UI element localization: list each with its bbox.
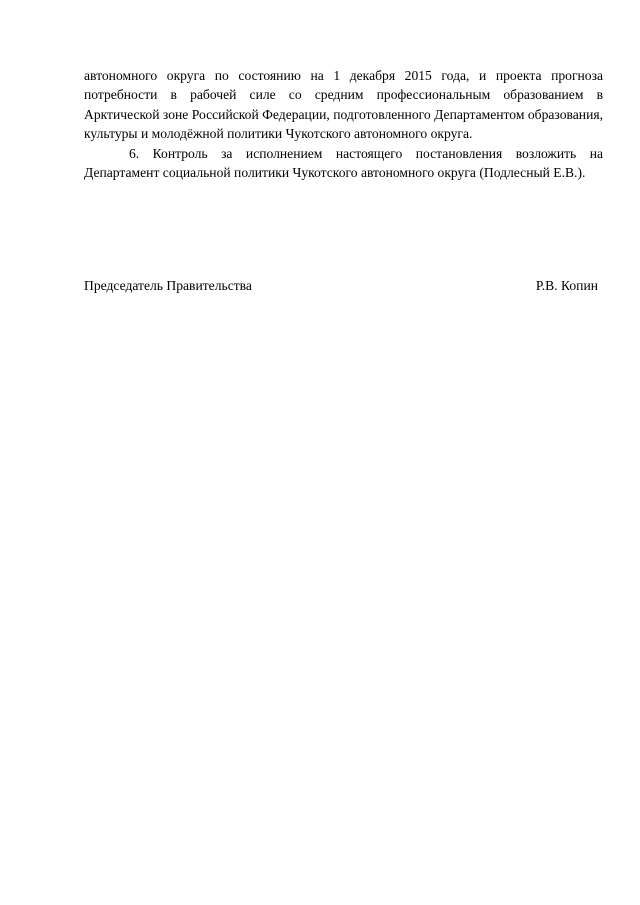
signatory-name: Р.В. Копин [535, 278, 598, 293]
document-body [84, 66, 603, 182]
paragraph-6: 6. Контроль за исполнением настоящего постановления возложить на Департамент социальной политики Чукотского автономного округа (Подлесный Е.В.). [84, 145, 603, 181]
paragraph-continued: автономного округа по состоянию на 1 декабря 2015 года, и проекта прогноза потребности в рабочей силе со средним профессиональным образованием в Арктической зоне Российской Федерации, подготовленного Департаментом образования, культуры и молодёжной политики Чукотского автономного округа. [84, 68, 603, 142]
signature-block [84, 276, 598, 295]
signatory-position: Председатель Правительства [84, 278, 252, 293]
